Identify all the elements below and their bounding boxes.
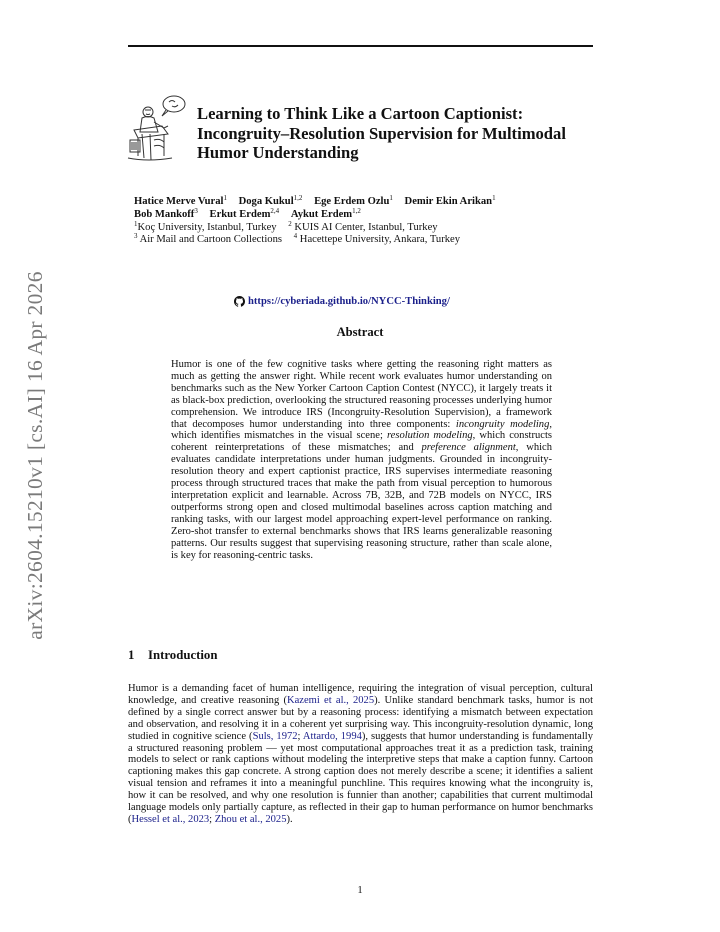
author-name: Doga Kukul <box>238 196 294 207</box>
title-line: Incongruity–Resolution Supervision for Multimodal <box>197 123 566 143</box>
arxiv-identifier: arXiv:2604.15210v1 [cs.AI] 16 Apr 2026 <box>22 270 47 640</box>
github-icon <box>234 296 245 307</box>
affiliation-text: KUIS AI Center, Istanbul, Turkey <box>294 221 438 233</box>
abstract-emphasis: preference alignment <box>421 442 516 454</box>
author-affiliation: 3 <box>194 206 198 215</box>
author-name: Bob Mankoff <box>134 208 195 220</box>
author-line-2 <box>134 206 604 222</box>
affiliation-line-1 <box>134 219 604 235</box>
abstract-text: Humor is one of the few cognitive tasks where getting the reasoning right matters as much as getting the answer right. While recent work evaluates humor understanding on benchmarks such as the New Yorker Cartoon Caption Contest (NYCC), it largely treats it as black-box prediction, overlooking the structured reasoning processes underlying humor comprehension. We introduce IRS (Incongruity-Resolution Supervision), a framework that decomposes humor understanding into three components: <box>171 359 552 430</box>
abstract-emphasis: incongruity modeling <box>455 418 550 430</box>
abstract-text: , which identifies mismatches in the visual scene; <box>171 418 552 442</box>
citation-link[interactable]: Hessel et al., 2023 <box>131 813 210 825</box>
author-affiliation: 2,4 <box>270 206 280 215</box>
author-line-1 <box>134 196 604 209</box>
citation-link[interactable]: Kazemi et al., 2025 <box>287 694 375 706</box>
affiliation-text: Hacettepe University, Ankara, Turkey <box>299 234 461 246</box>
project-page-link[interactable] <box>234 296 450 307</box>
affiliation-number: 2 <box>288 219 292 228</box>
affiliation-text: Air Mail and Cartoon Collections <box>139 234 282 246</box>
intro-text: ; <box>297 730 303 742</box>
title-line: Learning to Think Like a Cartoon Captionist: <box>197 104 524 123</box>
intro-text: Humor is a demanding facet of human intelligence, requiring the integration of visual perception, cultural knowledge, and creative reasoning ( <box>128 683 593 706</box>
author-block <box>134 196 604 247</box>
abstract-text: , which evaluates candidate interpretations under human judgments. Grounded in incongruity-resolution theory and expert captionist practice, IRS supervises intermediate reasoning process through structured traces that make the path from visual perception to humorous interpretation explicit and learnable. Across 7B, 32B, and 72B models on NYCC, IRS outperforms strong open and closed multimodal baselines across caption matching and ranking tasks, with our largest model approaching expert-level performance on ranking. Zero-shot transfer to external benchmarks shows that IRS learns generalizable reasoning patterns. Our results suggest that supervising reasoning structure, rather than scale alone, is key for reasoning-centric tasks. <box>171 442 552 561</box>
citation-link[interactable]: Attardo, 1994 <box>302 730 362 742</box>
intro-text: ; <box>209 813 215 825</box>
author-name: Erkut Erdem <box>209 208 271 220</box>
author-affiliation: 1 <box>389 194 393 202</box>
citation-link[interactable]: Zhou et al., 2025 <box>214 813 287 825</box>
author-affiliation: 1 <box>223 194 227 202</box>
affiliation-number: 3 <box>134 232 138 241</box>
page-number: 1 <box>357 885 363 896</box>
arxiv-side-stamp <box>10 265 60 645</box>
author-affiliation: 1,2 <box>293 194 303 202</box>
abstract-emphasis: resolution modeling <box>386 430 473 442</box>
section-title: Introduction <box>148 648 218 662</box>
author-affiliation: 1 <box>492 194 496 202</box>
author-name: Ege Erdem Ozlu <box>314 196 390 207</box>
abstract-body <box>171 359 552 561</box>
abstract-heading: Abstract <box>336 325 384 339</box>
intro-text: ), suggests that humor understanding is fundamentally a structured reasoning problem — yet most computational approaches treat it as a prediction task, training models to select or rank captions without modeling the interpretive steps that make a caption funny. Cartoon captioning makes this gap concrete. A strong caption does not merely describe a scene; it identifies a salient visual tension and reframes it into a meaningful punchline. This requires knowing what the incongruity is, how it can be resolved, and why one resolution is funnier than another; capabilities that current multimodal language models only partially capture, as reflected in their gap to human performance on humor benchmarks ( <box>128 730 593 825</box>
author-name: Hatice Merve Vural <box>134 196 224 207</box>
cartoonist-at-desk-logo <box>124 94 192 170</box>
author-name: Aykut Erdem <box>290 208 353 220</box>
abstract-text: , which constructs coherent reinterpretations of these mismatches; and <box>171 430 552 454</box>
introduction-paragraph <box>128 683 593 826</box>
intro-text: ). Unlike standard benchmark tasks, humor is not defined by a single correct answer but by a reasoning process: identifying a mismatch between expectation and observation, and resolving it in a coherent yet surprising way. This incongruity-resolution dynamic, long studied in cognitive science ( <box>128 694 594 742</box>
affiliation-line-2 <box>134 234 604 247</box>
title-line: Humor Understanding <box>197 143 359 162</box>
affiliation-number: 4 <box>293 232 298 241</box>
intro-text: ). <box>286 813 293 825</box>
author-name: Demir Ekin Arikan <box>404 196 493 207</box>
section-heading <box>128 648 217 663</box>
top-rule <box>128 45 593 47</box>
affiliation-text: Koç University, Istanbul, Turkey <box>137 221 277 233</box>
paper-title <box>197 104 597 163</box>
section-number: 1 <box>128 648 135 662</box>
affiliation-number: 1 <box>134 219 138 228</box>
author-affiliation: 1,2 <box>352 206 361 215</box>
citation-link[interactable]: Suls, 1972 <box>252 730 298 742</box>
project-link-text: https://cyberiada.github.io/NYCC-Thinking/ <box>248 296 450 307</box>
